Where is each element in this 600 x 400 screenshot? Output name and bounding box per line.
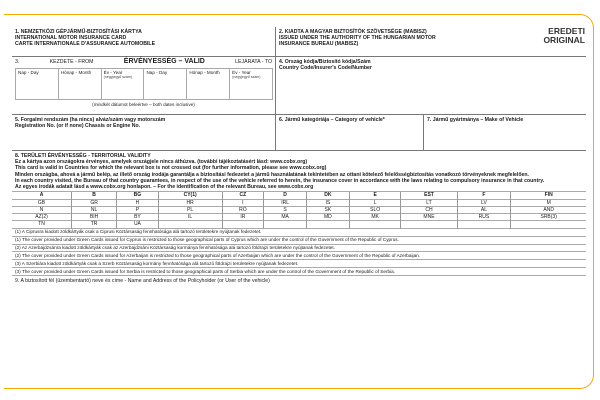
country-code-cell[interactable]: B [72,192,117,199]
country-code-cell[interactable]: FIN [544,192,553,199]
to-day-field[interactable]: Nap - Day [143,68,187,100]
country-code-cell[interactable]: RO [222,206,264,213]
country-code-cell[interactable]: LT [401,199,457,206]
box-2 [276,27,586,56]
header-row [12,27,586,57]
footnote-2-en: (2) The cover provided under Green Cards issued for Azerbaijan is restricted to those geographical parts of Azerbaijan which are under the control of the Government of the Republic of Azerbaijan. [12,252,586,260]
country-code-cell[interactable]: IL [158,214,222,221]
country-code-cell[interactable]: GR [72,199,117,206]
box8-line-2: This card is valid in Countries for which the relevant box is not crossed out (for further information, please see www.cobx.org) [15,165,327,172]
country-code-cell[interactable]: RUS [457,214,511,221]
original-title [543,27,585,45]
country-code-cell[interactable]: MK [349,214,401,221]
both-dates-note: (mindkét dátumot beleértve – both dates inclusive) [92,102,195,108]
country-code-cell[interactable]: E [349,192,401,199]
country-code-cell[interactable]: GB [12,199,72,206]
country-row [12,192,586,199]
box1-label-en: INTERNATIONAL MOTOR INSURANCE CARD [15,35,127,42]
country-code-cell[interactable]: AL [457,206,511,213]
country-code-cell[interactable]: MA [264,214,307,221]
title-hu: EREDETI [548,26,585,36]
country-row [12,206,586,213]
footnotes [12,229,586,277]
country-code-cell [349,221,401,228]
box6-label: 6. Jármű kategóriája – Category of vehicle* [279,117,385,123]
country-code-cell[interactable]: A [12,192,72,199]
box-4[interactable] [276,57,586,114]
country-code-cell[interactable]: HR [158,199,222,206]
country-code-cell[interactable]: S [264,206,307,213]
country-code-cell[interactable]: TN [12,221,72,228]
country-code-cell[interactable]: CZ [222,192,264,199]
country-code-cell[interactable]: D [264,192,307,199]
country-code-cell[interactable]: MNE [401,214,457,221]
country-grid [12,192,586,228]
box-1 [12,27,276,56]
box8-line-5: Az egyes irodák adatait lásd a www.cobx.org honlapon. – For the identification of the relevant Bureau, see www.cobx.org [15,184,314,191]
box-7[interactable] [424,115,586,150]
country-code-cell[interactable]: PL [158,206,222,213]
box-6[interactable] [276,115,424,150]
country-code-cell[interactable]: AZ(2) [12,214,72,221]
box4-label-en: Country Code/Insurer's Code/Number [279,65,372,72]
country-code-cell[interactable]: IR [222,214,264,221]
box8-line-4: In each country visited, the Bureau of that country guarantees, in respect of the use of the vehicle referred to herein, the insurance cover in accordance with the laws relating to compulsory insurance in that country. [15,177,545,184]
box5-label-hu: 5. Forgalmi rendszám (ha nincs) alváz/szám vagy motorszám [15,117,166,123]
footnote-1-hu: (1) A Ciprusra kiadott zöldkártyák csak a Ciprusi Köztársaság fennhatósága alá tartozó területekre nyújtanak fedezetet. [12,229,586,237]
validity-row [12,57,586,115]
card-content [12,27,586,316]
country-code-cell [158,221,222,228]
box4-label-hu: 4. Ország kódja/Biztosító kódja/Szám [279,59,371,65]
box2-label-hu: 2. KIADTA A MAGYAR BIZTOSÍTÓK SZÖVETSÉGE (MABISZ) [279,29,427,35]
country-code-cell[interactable]: M [546,199,551,206]
country-code-cell [457,221,511,228]
box2-label-en2: INSURANCE BUREAU (MABISZ) [279,41,359,48]
box-5[interactable] [12,115,276,150]
country-code-cell[interactable]: BG [117,192,159,199]
country-code-cell[interactable]: EST [401,192,457,199]
country-code-cell[interactable]: DK [306,192,349,199]
country-row [12,199,586,206]
footnote-3-hu: (3) A Szerbiára kiadott zöldkártyák csak a Szerb Köztársaság kormány fennhatósága alá tartozó földrajzi területekre nyújtanak fedezetet. [12,260,586,268]
country-code-cell[interactable]: MD [306,214,349,221]
country-code-cell[interactable]: P [117,206,159,213]
country-code-cell [511,221,586,228]
title-en: ORIGINAL [543,35,585,45]
box1-label-fr: CARTE INTERNATIONALE D'ASSURANCE AUTOMOBILE [15,41,156,48]
country-code-cell[interactable]: F [457,192,511,199]
country-code-cell[interactable]: IS [306,199,349,206]
to-label: LEJÁRATA - TO [235,59,272,65]
country-code-cell[interactable]: CH [401,206,457,213]
valid-title: ÉRVÉNYESSÉG – VALID [123,58,205,65]
footnote-1-en: (1) The cover provided under Green Cards issued for Cyprus is restricted to those geographical parts of Cyprus which are under the control of the Government of the Republic of Cyprus. [12,237,586,245]
box7-label: 7. Jármű gyártmánya – Make of Vehicle [427,117,524,123]
vehicle-row [12,115,586,151]
footnote-3-en: (3) The cover provided under Green Cards issued for Serbia is restricted to those geographical parts of Serbia which are under the control of the Government of the Republic of Serbia. [12,268,586,276]
country-code-cell[interactable]: CY(1) [158,192,222,199]
from-month-field[interactable]: Hónap - Month [58,68,102,100]
country-code-cell[interactable]: LV [457,199,511,206]
country-code-cell[interactable]: TR [72,221,117,228]
box-3 [12,57,276,114]
box5-label-en: Registration No. (or if none) Chassis or Engine No. [15,123,141,130]
country-code-cell[interactable]: SK [306,206,349,213]
box8-line-1: Ez a kártya azon országokra érvényes, amelyek országjele nincs áthúzva. (további tájékoztatásért lásd: www.cobx.org) [15,159,308,166]
box9-label: 9. A biztosított fél (üzembentartó) neve és címe - Name and Address of the Policyholder (or User of the vehicle) [15,278,270,285]
box8-label: 8. TERÜLETI ÉRVÉNYESSÉG - TERRITORIAL VALIDITY [15,153,151,159]
validity-header [15,59,272,65]
box-8 [12,151,586,192]
to-month-field[interactable]: Hónap - Month [186,68,230,100]
date-fields [15,68,272,100]
country-code-cell[interactable]: BY [117,214,159,221]
footnote-2-hu: (2) Az Azerbajdzsánra kiadott zöldkártyák csak az Azerbajdzsáni Köztársaság kormánya fennhatósága alá tartozó földrajzi területekre nyújtanak fedezetet. [12,245,586,253]
country-code-cell[interactable]: IRL [264,199,307,206]
box2-label-en: ISSUED UNDER THE AUTHORITY OF THE HUNGARIAN MOTOR [279,35,436,42]
from-year-field[interactable]: Év - Year (négyjegyű szám) [101,68,145,100]
box-9[interactable] [12,276,586,316]
country-code-cell[interactable]: I [222,199,264,206]
country-code-cell [222,221,264,228]
to-year-field[interactable]: Év - Year (négyjegyű szám) [229,68,273,100]
country-code-cell[interactable]: NL [72,206,117,213]
country-code-cell[interactable]: N [12,206,72,213]
box8-line-3: Minden országba, ahová a jármű belép, az illető ország irodája garantálja a biztosítási fedezetet a jármű használatának tekintetében az ottani kötelező felelősségbiztosítás vonatkozó törvényeknek megfelelően. [15,171,529,178]
country-code-cell[interactable]: SLO [349,206,401,213]
country-code-cell[interactable]: L [349,199,401,206]
country-code-cell[interactable]: BIH [72,214,117,221]
country-code-cell [306,221,349,228]
country-code-cell[interactable]: UA [117,221,159,228]
box3-number: 3. [15,59,20,65]
country-code-cell[interactable]: H [117,199,159,206]
country-code-cell [401,221,457,228]
country-code-cell[interactable]: SRB(3) [540,214,557,221]
country-code-cell[interactable]: AND [543,206,554,213]
country-row [12,214,586,221]
from-day-field[interactable]: Nap - Day [15,68,59,100]
country-row [12,221,586,228]
box1-label-hu: 1. NEMZETKÖZI GÉPJÁRMŰ-BIZTOSÍTÁSI KÁRTYA [15,29,142,35]
from-label: KEZDETE - FROM [49,59,94,65]
insurance-card [4,14,594,389]
country-code-cell [264,221,307,228]
